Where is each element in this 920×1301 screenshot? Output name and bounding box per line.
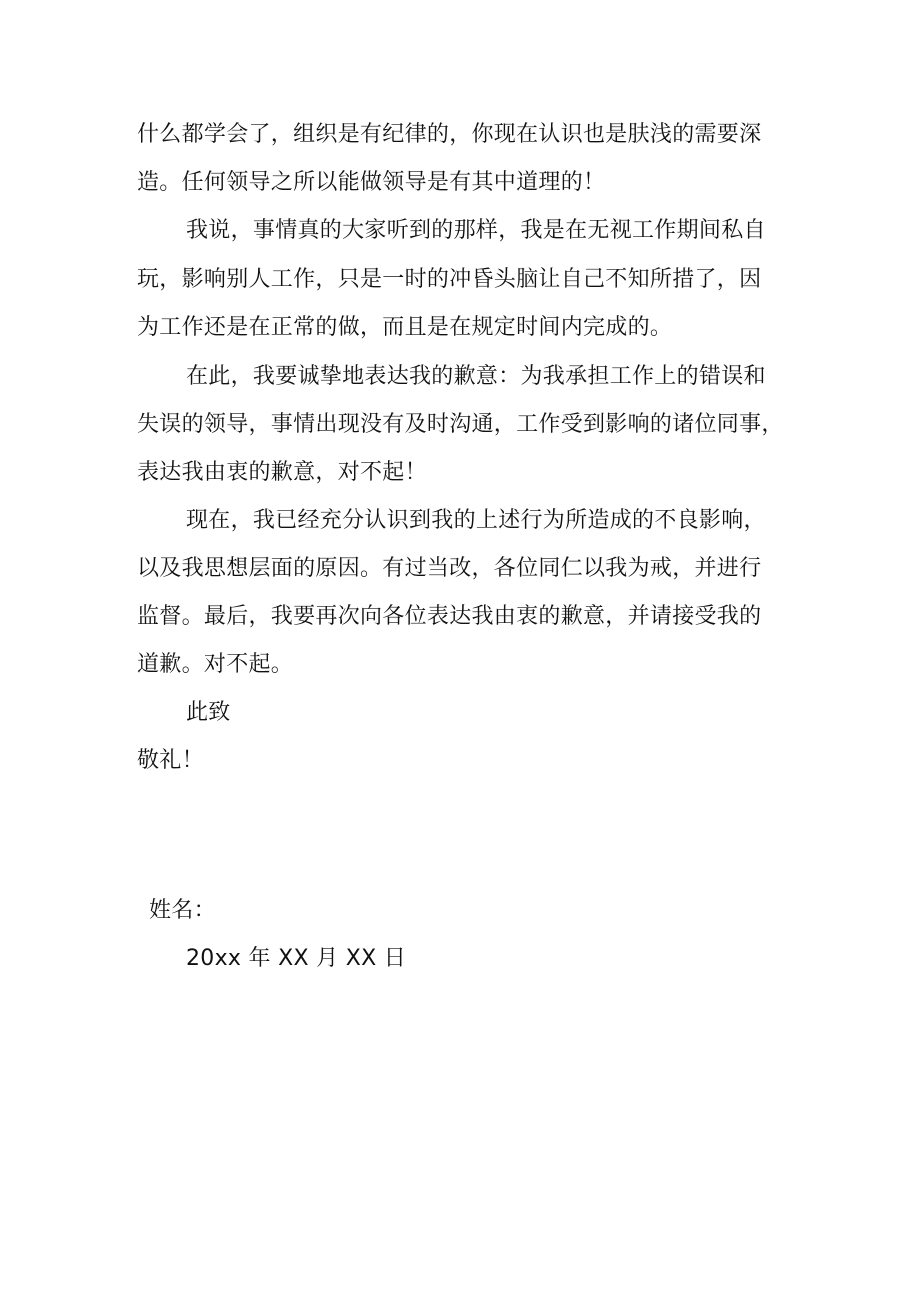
paragraph-line: 玩，影响别人工作，只是一时的冲昏头脑让自己不知所措了，因 [137, 267, 762, 292]
paragraph-line: 造。任何领导之所以能做领导是有其中道理的！ [137, 170, 606, 195]
paragraph-line: 为工作还是在正常的做，而且是在规定时间内完成的。 [137, 315, 673, 340]
paragraph-line: 在此，我要诚挚地表达我的歉意：为我承担工作上的错误和 [186, 364, 766, 389]
paragraph-line: 现在，我已经充分认识到我的上述行为所造成的不良影响， [186, 508, 766, 533]
paragraph-line: 什么都学会了，组织是有纪律的，你现在认识也是肤浅的需要深 [137, 122, 762, 147]
paragraph-line: 失误的领导，事情出现没有及时沟通，工作受到影响的诸位同事， [137, 412, 784, 437]
paragraph-line: 表达我由衷的歉意，对不起！ [137, 460, 427, 485]
paragraph-line: 我说，事情真的大家听到的那样，我是在无视工作期间私自 [186, 218, 766, 243]
signature-date: 20xx 年 XX 月 XX 日 [186, 946, 407, 971]
paragraph-line: 道歉。对不起。 [137, 652, 294, 677]
signature-name-label: 姓名： [149, 898, 216, 923]
closing-text: 此致 [186, 700, 231, 725]
paragraph-line: 以及我思想层面的原因。有过当改，各位同仁以我为戒，并进行 [137, 556, 762, 581]
salutation-text: 敬礼！ [137, 748, 204, 773]
paragraph-line: 监督。最后，我要再次向各位表达我由衷的歉意，并请接受我的 [137, 604, 762, 629]
